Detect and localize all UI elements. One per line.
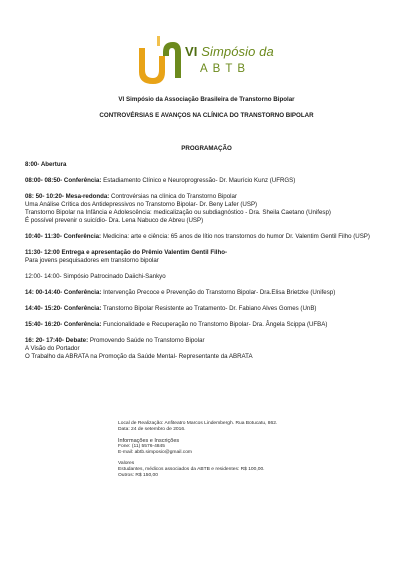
- item-text: Promovendo Saúde no Transtorno Bipolar: [88, 337, 205, 344]
- award-title: 11:30- 12:00 Entrega e apresentação do Prêmio Valentim Gentil Filho-: [25, 249, 228, 256]
- logo-mark-icon: [137, 34, 181, 86]
- item-time: 10:40- 11:30- Conferência:: [25, 233, 102, 240]
- event-logo: [137, 34, 277, 86]
- award-text: Para jovens pesquisadores em transtorno bipolar: [25, 257, 159, 264]
- program-heading: PROGRAMAÇÃO: [181, 145, 232, 152]
- phone-text: Fone: (11) 5576-4845: [118, 444, 165, 449]
- program-item-conf5: [25, 321, 395, 329]
- price-others: Outros: R$ 150,00: [118, 473, 158, 478]
- item-text: Intervenção Precoce e Prevenção do Transtorno Bipolar- Dra.Elisa Brietzke (Unifesp): [101, 289, 336, 296]
- panel-talk-3: É possível prevenir o suicídio- Dra. Lena Nabuco de Abreu (USP): [25, 217, 204, 224]
- item-time: 14: 00-14:40- Conferência:: [25, 289, 102, 296]
- logo-title: [185, 44, 274, 59]
- event-info: [118, 421, 318, 479]
- venue-text: Local de Realização: Anfiteatro Marcos Lindembergh. Rua Botucatu, 862.: [118, 421, 278, 426]
- values-title: Valores: [118, 461, 135, 466]
- item-text: Estadiamento Clínico e Neuroprogressão- Dr. Maurício Kunz (UFRGS): [101, 177, 296, 184]
- program-item-conf2: [25, 233, 395, 241]
- item-time: 08:00- 08:50- Conferência:: [25, 177, 102, 184]
- item-text: Medicina: arte e ciência: 65 anos de lítio nos transtornos do humor Dr. Valentim Gentil Filho (USP): [101, 233, 370, 240]
- program-item-panel: [25, 193, 395, 225]
- debate-line-1: A Visão do Portador: [25, 345, 80, 352]
- logo-org: ABTB: [200, 63, 251, 75]
- event-subtitle: CONTROVÉRSIAS E AVANÇOS NA CLÍNICA DO TRANSTORNO BIPOLAR: [99, 112, 314, 119]
- item-text: Controvérsias na clínica do Transtorno Bipolar: [109, 193, 237, 200]
- item-time: 16: 20- 17:40- Debate:: [25, 337, 89, 344]
- info-title: Informações e Inscrições: [118, 438, 180, 444]
- item-text: Funcionalidade e Recuperação no Transtorno Bipolar- Dra. Ângela Scippa (UFBA): [101, 321, 328, 328]
- item-time: 15:40- 16:20- Conferência:: [25, 321, 102, 328]
- program-list: [25, 161, 395, 369]
- logo-vi: VI: [185, 44, 198, 59]
- email-text: E-mail: abtb.simposio@gmail.com: [118, 450, 192, 455]
- program-item-conf1: [25, 177, 395, 185]
- event-title: VI Simpósio da Associação Brasileira de Transtorno Bipolar: [118, 96, 295, 103]
- program-item-sponsored: 12:00- 14:00- Simpósio Patrocinado Daiichi-Sankyo: [25, 273, 166, 280]
- program-item-opening: 8:00- Abertura: [25, 161, 67, 168]
- item-text: Transtorno Bipolar Resistente ao Tratamento- Dr. Fabiano Alves Gomes (UnB): [101, 305, 317, 312]
- program-item-award: [25, 249, 395, 265]
- debate-line-2: O Trabalho da ABRATA na Promoção da Saúde Mental- Representante da ABRATA: [25, 353, 253, 360]
- panel-talk-2: Transtorno Bipolar na Infância e Adolescência: medicalização ou subdiagnóstico - Dra. Sheila Caetano (Unifesp): [25, 209, 331, 216]
- program-item-conf3: [25, 289, 395, 297]
- item-time: 08: 50- 10:20- Mesa-redonda:: [25, 193, 110, 200]
- date-text: Data: 24 de setembro de 2016.: [118, 427, 186, 432]
- panel-talk-1: Uma Análise Crítica dos Antidepressivos no Transtorno Bipolar- Dr. Beny Lafer (USP): [25, 201, 258, 208]
- logo-title-text: Simpósio da: [201, 44, 274, 59]
- program-item-conf4: [25, 305, 395, 313]
- item-time: 14:40- 15:20- Conferência:: [25, 305, 102, 312]
- program-item-debate: [25, 337, 395, 361]
- price-students: Estudantes, médicos associados da ABTB e residentes: R$ 100,00.: [118, 467, 265, 472]
